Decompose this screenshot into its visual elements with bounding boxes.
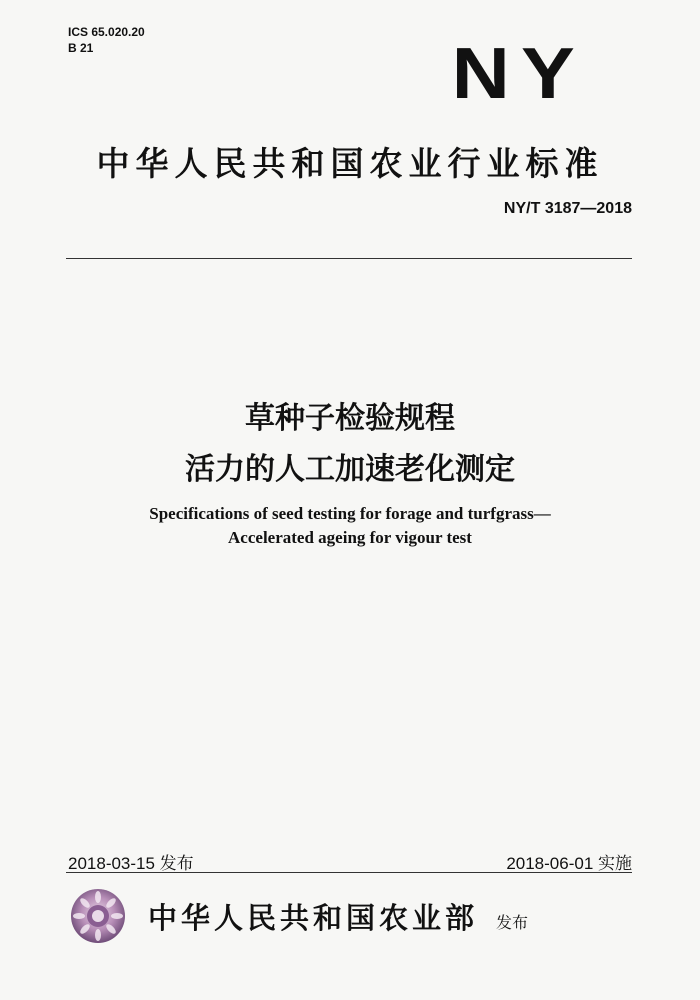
cn-title-line1: 草种子检验规程 bbox=[245, 401, 455, 436]
top-divider bbox=[66, 258, 632, 259]
ccs-code: B 21 bbox=[68, 41, 94, 55]
issue-date: 2018-03-15 发布 bbox=[68, 854, 194, 873]
issuing-ministry: 中华人民共和国农业部 bbox=[148, 901, 479, 935]
en-title-line1: Specifications of seed testing for forage and turfgrass— bbox=[149, 504, 551, 523]
implement-date: 2018-06-01 实施 bbox=[506, 854, 632, 873]
classification-codes bbox=[68, 24, 145, 56]
issuer-tag: 发布 bbox=[496, 913, 529, 932]
bottom-divider bbox=[66, 872, 632, 873]
ny-logo: NY bbox=[451, 34, 586, 114]
en-title-line2: Accelerated ageing for vigour test bbox=[228, 528, 472, 547]
ministry-emblem-icon bbox=[70, 888, 126, 944]
standard-category-title: 中华人民共和国农业行业标准 bbox=[96, 144, 604, 183]
cn-title-line2: 活力的人工加速老化测定 bbox=[185, 452, 515, 487]
ics-code: ICS 65.020.20 bbox=[68, 25, 145, 39]
standard-number: NY/T 3187—2018 bbox=[503, 200, 632, 217]
